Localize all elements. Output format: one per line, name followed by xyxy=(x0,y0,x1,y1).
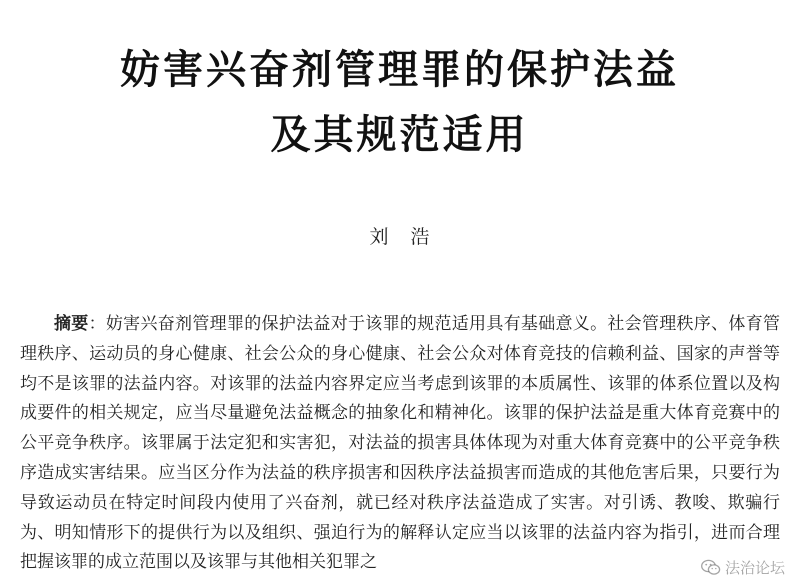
abstract-label: 摘要 xyxy=(54,314,89,334)
abstract-text: 妨害兴奋剂管理罪的保护法益对于该罪的规范适用具有基础意义。社会管理秩序、体育管理秩序、运动员的身心健康、社会公众的身心健康、社会公众对体育竞技的信赖利益、国家的声誉等均不是该罪的法益内容。对该罪的法益内容界定应当考虑到该罪的本质属性、该罪的体系位置以及构成要件的相关规定，应当尽量避免法益概念的抽象化和精神化。该罪的保护法益是重大体育竞赛中的公平竞争秩序。该罪属于法定犯和实害犯，对法益的损害具体体现为对重大体育竞赛中的公平竞争秩序造成实害结果。应当区分作为法益的秩序损害和因秩序法益损害而造成的其他危害后果，只要行为导致运动员在特定时间段内使用了兴奋剂，就已经对秩序法益造成了实害。对引诱、教唆、欺骗行为、明知情形下的提供行为以及组织、强迫行为的解释认定应当以该罪的法益内容为指引，进而合理把握该罪的成立范围以及该罪与其他相关犯罪之 xyxy=(20,314,781,573)
author-name: 刘浩 xyxy=(369,226,452,248)
wechat-icon xyxy=(701,559,721,576)
paper-title-line-1: 妨害兴奋剂管理罪的保护法益 xyxy=(120,47,679,93)
abstract-separator: ： xyxy=(88,314,106,334)
watermark xyxy=(701,557,785,578)
abstract-block xyxy=(20,310,780,578)
abstract-paragraph xyxy=(20,310,780,578)
paper-title-line-2: 及其规范适用 xyxy=(270,112,529,158)
watermark-text: 法治论坛 xyxy=(724,559,785,577)
